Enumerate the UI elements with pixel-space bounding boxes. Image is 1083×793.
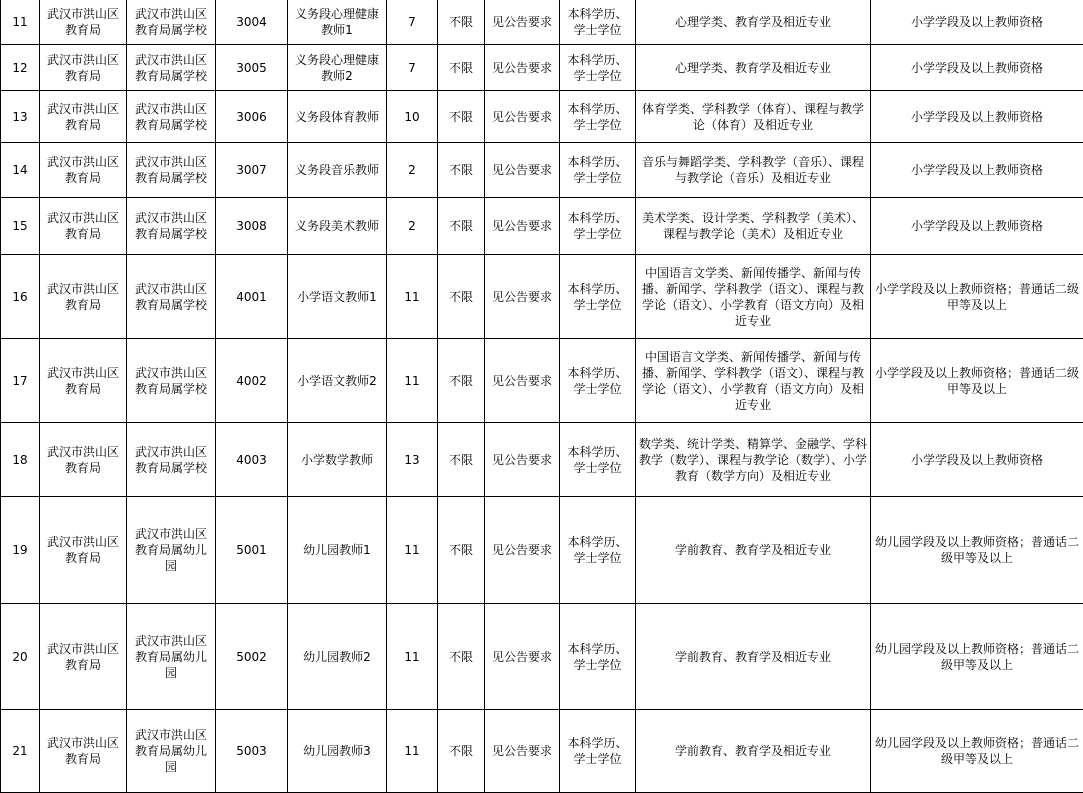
cell-code: 3008: [216, 198, 288, 255]
cell-count: 10: [387, 91, 438, 143]
cell-requirement: 见公告要求: [485, 604, 560, 710]
cell-major: 心理学类、教育学及相近专业: [636, 0, 871, 45]
cell-position: 小学语文教师1: [288, 255, 387, 339]
table-row: [1, 604, 1083, 710]
cell-count: 7: [387, 0, 438, 45]
cell-major: 中国语言文学类、新闻传播学、新闻与传播、新闻学、学科教学（语文）、课程与教学论（语文）、小学教育（语文方向）及相近专业: [636, 255, 871, 339]
cell-major: 学前教育、教育学及相近专业: [636, 497, 871, 604]
cell-education: 本科学历、学士学位: [560, 143, 636, 198]
cell-seq: 19: [1, 497, 40, 604]
cell-other: 小学学段及以上教师资格: [871, 143, 1083, 198]
cell-seq: 20: [1, 604, 40, 710]
cell-dept: 武汉市洪山区教育局: [40, 604, 127, 710]
cell-dept: 武汉市洪山区教育局: [40, 255, 127, 339]
cell-other: 小学学段及以上教师资格；普通话二级甲等及以上: [871, 255, 1083, 339]
cell-education: 本科学历、学士学位: [560, 710, 636, 793]
cell-age: 不限: [438, 198, 485, 255]
cell-other: 小学学段及以上教师资格: [871, 0, 1083, 45]
cell-education: 本科学历、学士学位: [560, 604, 636, 710]
cell-unit: 武汉市洪山区教育局属幼儿园: [127, 497, 216, 604]
cell-unit: 武汉市洪山区教育局属学校: [127, 91, 216, 143]
cell-code: 5003: [216, 710, 288, 793]
cell-code: 5002: [216, 604, 288, 710]
cell-code: 5001: [216, 497, 288, 604]
cell-code: 3004: [216, 0, 288, 45]
cell-position: 义务段心理健康教师2: [288, 45, 387, 91]
cell-code: 4002: [216, 339, 288, 423]
cell-education: 本科学历、学士学位: [560, 198, 636, 255]
cell-requirement: 见公告要求: [485, 710, 560, 793]
cell-other: 幼儿园学段及以上教师资格；普通话二级甲等及以上: [871, 604, 1083, 710]
cell-requirement: 见公告要求: [485, 198, 560, 255]
cell-unit: 武汉市洪山区教育局属学校: [127, 198, 216, 255]
cell-unit: 武汉市洪山区教育局属学校: [127, 255, 216, 339]
cell-code: 3006: [216, 91, 288, 143]
cell-position: 义务段心理健康教师1: [288, 0, 387, 45]
cell-requirement: 见公告要求: [485, 91, 560, 143]
table-row: [1, 91, 1083, 143]
cell-education: 本科学历、学士学位: [560, 497, 636, 604]
cell-position: 幼儿园教师1: [288, 497, 387, 604]
table-row: [1, 423, 1083, 497]
cell-position: 义务段体育教师: [288, 91, 387, 143]
table-row: [1, 198, 1083, 255]
cell-age: 不限: [438, 497, 485, 604]
cell-requirement: 见公告要求: [485, 423, 560, 497]
cell-position: 义务段美术教师: [288, 198, 387, 255]
cell-education: 本科学历、学士学位: [560, 91, 636, 143]
cell-other: 幼儿园学段及以上教师资格；普通话二级甲等及以上: [871, 710, 1083, 793]
cell-requirement: 见公告要求: [485, 497, 560, 604]
cell-major: 美术学类、设计学类、学科教学（美术）、课程与教学论（美术）及相近专业: [636, 198, 871, 255]
cell-other: 小学学段及以上教师资格；普通话二级甲等及以上: [871, 339, 1083, 423]
cell-count: 2: [387, 143, 438, 198]
cell-major: 音乐与舞蹈学类、学科教学（音乐）、课程与教学论（音乐）及相近专业: [636, 143, 871, 198]
table-row: [1, 45, 1083, 91]
cell-major: 体育学类、学科教学（体育）、课程与教学论（体育）及相近专业: [636, 91, 871, 143]
cell-code: 4001: [216, 255, 288, 339]
cell-dept: 武汉市洪山区教育局: [40, 143, 127, 198]
table-row: [1, 0, 1083, 45]
cell-education: 本科学历、学士学位: [560, 255, 636, 339]
cell-unit: 武汉市洪山区教育局属学校: [127, 45, 216, 91]
table-row: [1, 339, 1083, 423]
cell-other: 小学学段及以上教师资格: [871, 423, 1083, 497]
cell-count: 2: [387, 198, 438, 255]
cell-age: 不限: [438, 143, 485, 198]
cell-seq: 17: [1, 339, 40, 423]
cell-other: 小学学段及以上教师资格: [871, 91, 1083, 143]
cell-count: 13: [387, 423, 438, 497]
cell-unit: 武汉市洪山区教育局属幼儿园: [127, 710, 216, 793]
cell-age: 不限: [438, 255, 485, 339]
cell-dept: 武汉市洪山区教育局: [40, 198, 127, 255]
cell-code: 3005: [216, 45, 288, 91]
cell-unit: 武汉市洪山区教育局属学校: [127, 0, 216, 45]
cell-count: 11: [387, 604, 438, 710]
cell-requirement: 见公告要求: [485, 45, 560, 91]
cell-age: 不限: [438, 0, 485, 45]
cell-seq: 12: [1, 45, 40, 91]
cell-age: 不限: [438, 710, 485, 793]
cell-requirement: 见公告要求: [485, 339, 560, 423]
cell-requirement: 见公告要求: [485, 143, 560, 198]
cell-seq: 18: [1, 423, 40, 497]
cell-seq: 11: [1, 0, 40, 45]
cell-dept: 武汉市洪山区教育局: [40, 710, 127, 793]
cell-unit: 武汉市洪山区教育局属学校: [127, 339, 216, 423]
cell-count: 11: [387, 710, 438, 793]
cell-count: 11: [387, 339, 438, 423]
cell-seq: 16: [1, 255, 40, 339]
cell-code: 3007: [216, 143, 288, 198]
cell-position: 义务段音乐教师: [288, 143, 387, 198]
cell-unit: 武汉市洪山区教育局属幼儿园: [127, 604, 216, 710]
cell-education: 本科学历、学士学位: [560, 0, 636, 45]
cell-age: 不限: [438, 423, 485, 497]
cell-dept: 武汉市洪山区教育局: [40, 423, 127, 497]
cell-count: 11: [387, 255, 438, 339]
cell-major: 数学类、统计学类、精算学、金融学、学科教学（数学）、课程与教学论（数学）、小学教育（数学方向）及相近专业: [636, 423, 871, 497]
cell-age: 不限: [438, 91, 485, 143]
cell-requirement: 见公告要求: [485, 255, 560, 339]
cell-age: 不限: [438, 339, 485, 423]
table-row: [1, 255, 1083, 339]
cell-seq: 13: [1, 91, 40, 143]
cell-other: 小学学段及以上教师资格: [871, 198, 1083, 255]
cell-education: 本科学历、学士学位: [560, 423, 636, 497]
cell-count: 11: [387, 497, 438, 604]
cell-unit: 武汉市洪山区教育局属学校: [127, 143, 216, 198]
cell-dept: 武汉市洪山区教育局: [40, 45, 127, 91]
cell-other: 小学学段及以上教师资格: [871, 45, 1083, 91]
cell-unit: 武汉市洪山区教育局属学校: [127, 423, 216, 497]
cell-major: 中国语言文学类、新闻传播学、新闻与传播、新闻学、学科教学（语文）、课程与教学论（语文）、小学教育（语文方向）及相近专业: [636, 339, 871, 423]
cell-position: 幼儿园教师3: [288, 710, 387, 793]
cell-position: 小学数学教师: [288, 423, 387, 497]
cell-major: 学前教育、教育学及相近专业: [636, 604, 871, 710]
cell-education: 本科学历、学士学位: [560, 339, 636, 423]
table-row: [1, 710, 1083, 793]
cell-position: 幼儿园教师2: [288, 604, 387, 710]
cell-age: 不限: [438, 45, 485, 91]
cell-dept: 武汉市洪山区教育局: [40, 339, 127, 423]
cell-dept: 武汉市洪山区教育局: [40, 91, 127, 143]
cell-education: 本科学历、学士学位: [560, 45, 636, 91]
cell-age: 不限: [438, 604, 485, 710]
cell-dept: 武汉市洪山区教育局: [40, 0, 127, 45]
cell-position: 小学语文教师2: [288, 339, 387, 423]
cell-major: 心理学类、教育学及相近专业: [636, 45, 871, 91]
cell-count: 7: [387, 45, 438, 91]
cell-other: 幼儿园学段及以上教师资格；普通话二级甲等及以上: [871, 497, 1083, 604]
table-row: [1, 497, 1083, 604]
cell-major: 学前教育、教育学及相近专业: [636, 710, 871, 793]
cell-seq: 15: [1, 198, 40, 255]
cell-dept: 武汉市洪山区教育局: [40, 497, 127, 604]
cell-code: 4003: [216, 423, 288, 497]
cell-requirement: 见公告要求: [485, 0, 560, 45]
table-row: [1, 143, 1083, 198]
cell-seq: 14: [1, 143, 40, 198]
cell-seq: 21: [1, 710, 40, 793]
